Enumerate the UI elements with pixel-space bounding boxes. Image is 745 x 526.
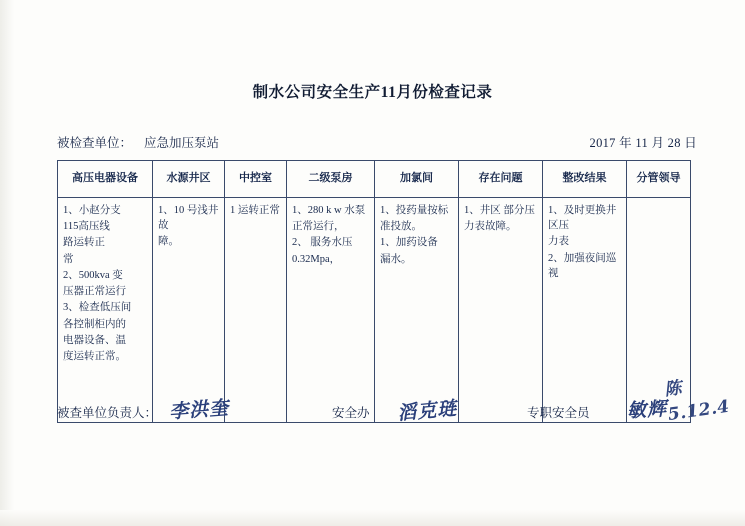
cell-line: 准投放。	[380, 221, 422, 233]
cell-line: 路运转正	[63, 237, 105, 249]
inspected-unit-label: 被检查单位：	[57, 136, 133, 150]
cell-control-room	[225, 198, 287, 423]
unit-head-label: 被查单位负责人：	[57, 406, 158, 420]
cell-line: 2、500kva 变	[63, 269, 123, 281]
inspected-unit-value: 应急加压泵站	[144, 136, 220, 150]
cell-line: 2、 服务水压	[292, 237, 353, 249]
scan-edge-bottom	[0, 510, 745, 526]
cell-line: 压器正常运行	[63, 286, 126, 298]
cell-line: 1、加药设备	[380, 237, 438, 249]
cell-leader-signature	[627, 198, 731, 425]
cell-line: 1、280 k w 水泵	[292, 205, 366, 216]
cell-line: 度运转正常。	[63, 350, 126, 362]
cell-line: 2、加强夜间巡视	[548, 252, 617, 279]
cell-line: 0.32Mpa，	[292, 253, 341, 265]
column-header-issues: 存在问题	[459, 161, 543, 198]
cell-line: 3、检查低压间	[63, 302, 132, 314]
subheader-row	[57, 133, 697, 151]
column-header-leader: 分管领导	[627, 161, 691, 198]
column-header-chlorine-room: 加氯间	[375, 161, 459, 198]
cell-line: 常	[63, 253, 74, 265]
safety-officer-signature: 敏辉	[626, 397, 668, 423]
safety-office-label: 安全办	[332, 406, 370, 420]
cell-line: 漏水。	[380, 253, 412, 265]
scan-edge-left	[0, 0, 14, 526]
cell-line: 电器设备、温	[63, 334, 126, 346]
cell-line: 障。	[158, 236, 179, 248]
inspection-date: 2017 年 11 月 28 日	[589, 136, 697, 150]
column-header-high-voltage: 高压电器设备	[58, 161, 153, 198]
cell-chlorine-room	[375, 198, 459, 423]
cell-line: 1、及时更换井区压	[548, 205, 617, 232]
cell-line: 各控制柜内的	[63, 318, 126, 330]
column-header-pump-house: 二级泵房	[287, 161, 375, 198]
cell-high-voltage	[58, 198, 153, 423]
cell-pump-house	[287, 198, 375, 423]
safety-office-signature: 滔克琏	[396, 397, 458, 425]
cell-issues	[459, 198, 543, 423]
column-header-well-area: 水源井区	[153, 161, 225, 198]
safety-officer-label: 专职安全员	[527, 406, 590, 420]
unit-head-signature: 李洪奎	[168, 396, 230, 424]
cell-line: 1、投药量按标	[380, 205, 449, 216]
cell-line: 1、井区 部分压	[464, 205, 535, 216]
cell-line: 力表故障。	[464, 221, 517, 233]
cell-rectification	[543, 198, 627, 423]
table-row	[58, 198, 691, 423]
cell-line: 1、10 号浅井故	[158, 205, 219, 232]
cell-line: 力表	[548, 236, 569, 248]
page-title: 制水公司安全生产11月份检查记录	[252, 84, 493, 101]
column-header-control-room: 中控室	[225, 161, 287, 198]
column-header-rectification: 整改结果	[543, 161, 627, 198]
cell-line: 1、小赵分支	[63, 205, 121, 216]
cell-line: 正常运行，	[292, 221, 345, 233]
cell-line: 1 运转正常	[230, 205, 280, 216]
cell-well-area	[153, 198, 225, 423]
leader-handwritten-signature: 陈5.12.4	[662, 377, 731, 425]
cell-line: 115高压线	[63, 221, 110, 233]
table-header-row	[58, 161, 691, 198]
inspection-record-table	[57, 160, 731, 425]
